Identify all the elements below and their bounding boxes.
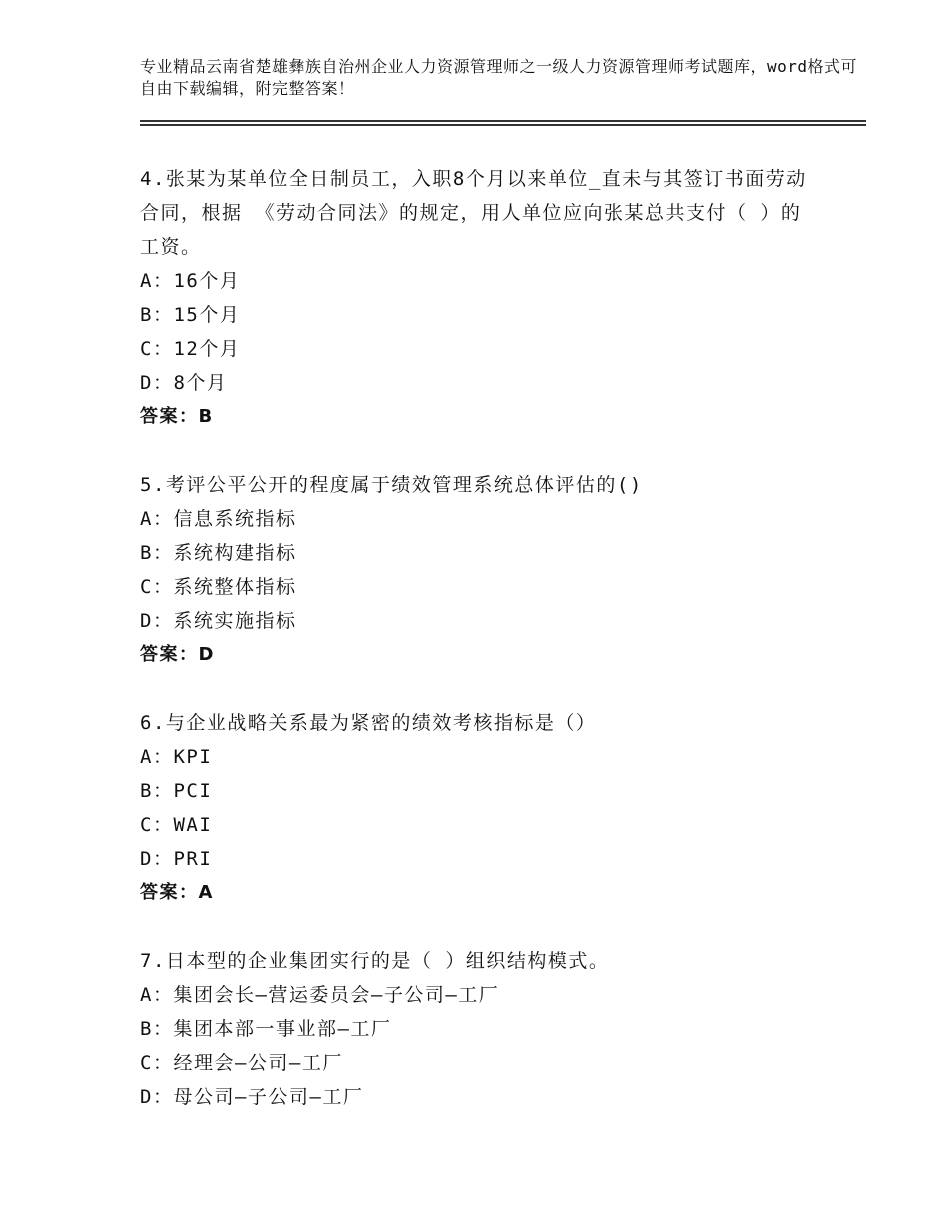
question-7	[140, 944, 820, 1114]
header-divider-top	[140, 120, 866, 122]
question-stem: 6.与企业战略关系最为紧密的绩效考核指标是（）	[140, 712, 597, 734]
option-d: D：PRI	[140, 848, 213, 870]
answer-label: 答案：A	[140, 882, 214, 903]
option-d: D：母公司—子公司—工厂	[140, 1086, 364, 1108]
question-stem: 7.日本型的企业集团实行的是（ ）组织结构模式。	[140, 950, 610, 972]
option-c: C：系统整体指标	[140, 576, 297, 598]
option-d: D：系统实施指标	[140, 610, 297, 632]
option-d: D：8个月	[140, 372, 228, 394]
option-a: A：KPI	[140, 746, 213, 768]
answer-label: 答案：B	[140, 406, 214, 427]
option-a: A：16个月	[140, 270, 241, 292]
option-a: A：集团会长—营运委员会—子公司—工厂	[140, 984, 500, 1006]
option-c: C：12个月	[140, 338, 241, 360]
option-b: B：15个月	[140, 304, 241, 326]
answer-label: 答案：D	[140, 644, 215, 665]
question-5	[140, 468, 820, 672]
question-6	[140, 706, 820, 910]
question-stem: 5.考评公平公开的程度属于绩效管理系统总体评估的()	[140, 474, 643, 496]
option-c: C：经理会—公司—工厂	[140, 1052, 343, 1074]
question-4	[140, 162, 820, 434]
question-list	[140, 162, 820, 1148]
document-header: 专业精品云南省楚雄彝族自治州企业人力资源管理师之一级人力资源管理师考试题库，word格式可自由下载编辑，附完整答案！	[140, 57, 858, 98]
question-stem: 4.张某为某单位全日制员工，入职8个月以来单位_直未与其签订书面劳动合同，根据 《劳动合同法》的规定，用人单位应向张某总共支付（ ）的工资。	[140, 168, 807, 258]
option-b: B：PCI	[140, 780, 213, 802]
option-b: B：集团本部一事业部—工厂	[140, 1018, 392, 1040]
header-divider-bottom	[140, 124, 866, 126]
option-a: A：信息系统指标	[140, 508, 297, 530]
option-b: B：系统构建指标	[140, 542, 297, 564]
option-c: C：WAI	[140, 814, 213, 836]
